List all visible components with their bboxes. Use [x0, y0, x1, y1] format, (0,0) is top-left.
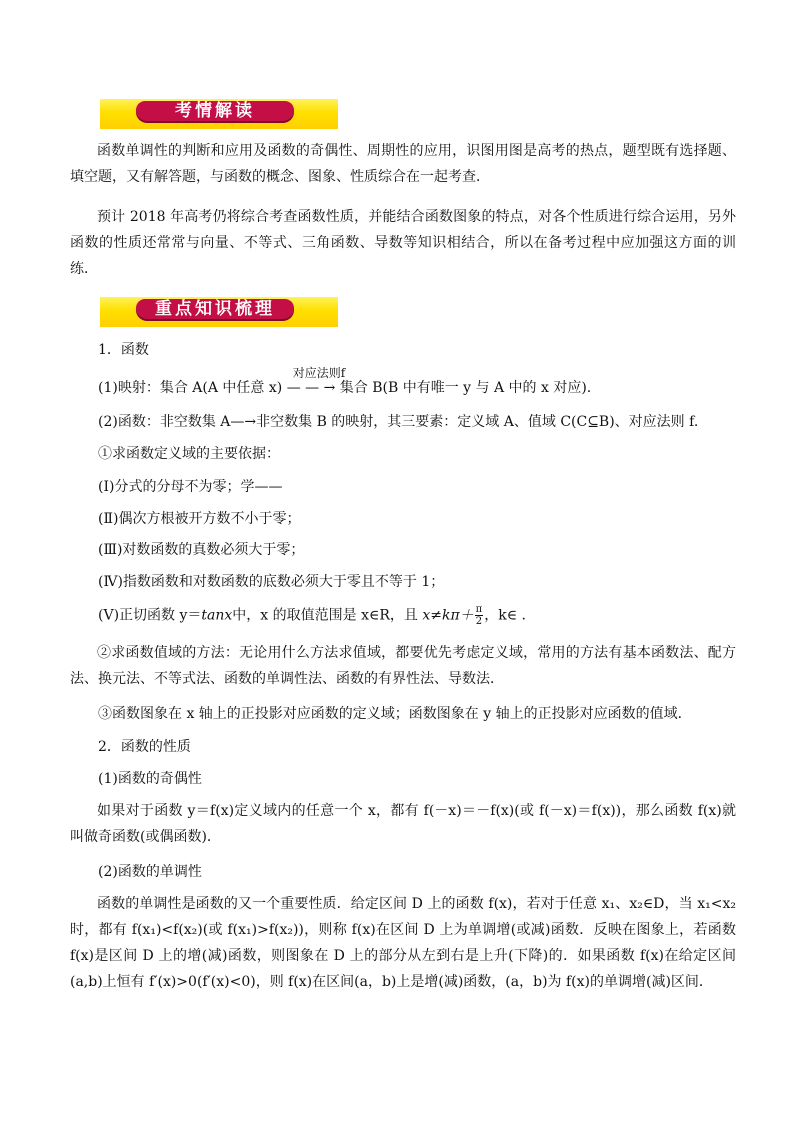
banner-title: 考情解读 [175, 101, 255, 121]
monotonicity-title: (2)函数的单调性 [98, 864, 202, 880]
heading-properties: 2．函数的性质 [98, 739, 191, 755]
rule-5-text: (Ⅴ)正切函数 y＝ [98, 607, 202, 624]
domain-rule-5 [98, 604, 526, 627]
rule-5-k: ，k∈ . [484, 607, 526, 624]
domain-rule-1: (Ⅰ)分式的分母不为零；学—— [98, 479, 283, 495]
fraction-denominator: 2 [475, 616, 483, 627]
domain-rule-2: (Ⅱ)偶次方根被开方数不小于零； [98, 511, 301, 527]
section-banner-exam-analysis [100, 99, 338, 129]
projection-note: ③函数图象在 x 轴上的正投影对应函数的定义域；函数图象在 y 轴上的正投影对应函数的值域． [98, 706, 692, 722]
domain-basis-title: ①求函数定义域的主要依据： [98, 446, 280, 462]
domain-rule-4: (Ⅳ)指数函数和对数函数的底数必须大于零且不等于 1； [98, 574, 445, 590]
heading-function: 1．函数 [98, 342, 149, 358]
mapping-set-a: (1)映射：集合 A(A 中任意 x) [98, 380, 283, 396]
mapping-definition [98, 366, 592, 398]
mapping-rule-label: 对应法则f [292, 366, 346, 380]
section-banner-key-points [100, 297, 338, 327]
mapping-set-b: 集合 B(B 中有唯一 y 与 A 中的 x 对应). [339, 380, 592, 396]
intro-paragraph-1: 函数单调性的判断和应用及函数的奇偶性、周期性的应用，识图用图是高考的热点，题型既有选择题、填空题，又有解答题，与函数的概念、图象、性质综合在一起考查． [70, 143, 736, 185]
rule-5-expression: x≠kπ＋ [422, 607, 474, 624]
rule-5-tan: tanx [201, 607, 233, 624]
mapping-arrow [286, 366, 346, 398]
mapping-arrow-glyph: — — → [286, 380, 336, 396]
range-methods: ②求函数值域的方法：无论用什么方法求值域，都要优先考虑定义域，常用的方法有基本函数法、配方法、换元法、不等式法、函数的单调性法、函数的有界性法、导数法． [70, 645, 736, 687]
banner-title: 重点知识梳理 [155, 299, 275, 319]
domain-rule-3: (Ⅲ)对数函数的真数必须大于零； [98, 542, 305, 558]
parity-title: (1)函数的奇偶性 [98, 771, 202, 787]
rule-5-condition: 中，x 的取值范围是 x∈R，且 [232, 607, 423, 624]
parity-text: 如果对于函数 y＝f(x)定义域内的任意一个 x，都有 f(－x)＝－f(x)(或 f(－x)＝f(x))，那么函数 f(x)就叫做奇函数(或偶函数)． [70, 803, 736, 845]
pi-over-2-fraction [475, 604, 484, 627]
intro-paragraph-2: 预计 2018 年高考仍将综合考查函数性质，并能结合函数图象的特点，对各个性质进行综合运用，另外函数的性质还常常与向量、不等式、三角函数、导数等知识相结合，所以在备考过程中应加强这方面的训练． [70, 209, 736, 277]
function-definition: (2)函数：非空数集 A—→非空数集 B 的映射，其三要素：定义域 A、值域 C(C⊆B)、对应法则 f. [98, 414, 699, 430]
monotonicity-text: 函数的单调性是函数的又一个重要性质．给定区间 D 上的函数 f(x)，若对于任意 x₁、x₂∈D，当 x₁<x₂时，都有 f(x₁)<f(x₂)(或 f(x₁)>f(x₂))，则称 f(x)在区间 D 上为单调增(或减)函数．反映在图象上，若函数 f(x)是区间 D 上的增(减)函数，则图象在 D 上的部分从左到右是上升(下降)的．如果函数 f(x)在给定区间(a,b)上恒有 f′(x)>0(f′(x)<0)，则 f(x)在区间(a，b)上是增(减)函数，(a，b)为 f(x)的单调增(减)区间． [70, 896, 736, 990]
fraction-numerator: π [475, 604, 483, 615]
